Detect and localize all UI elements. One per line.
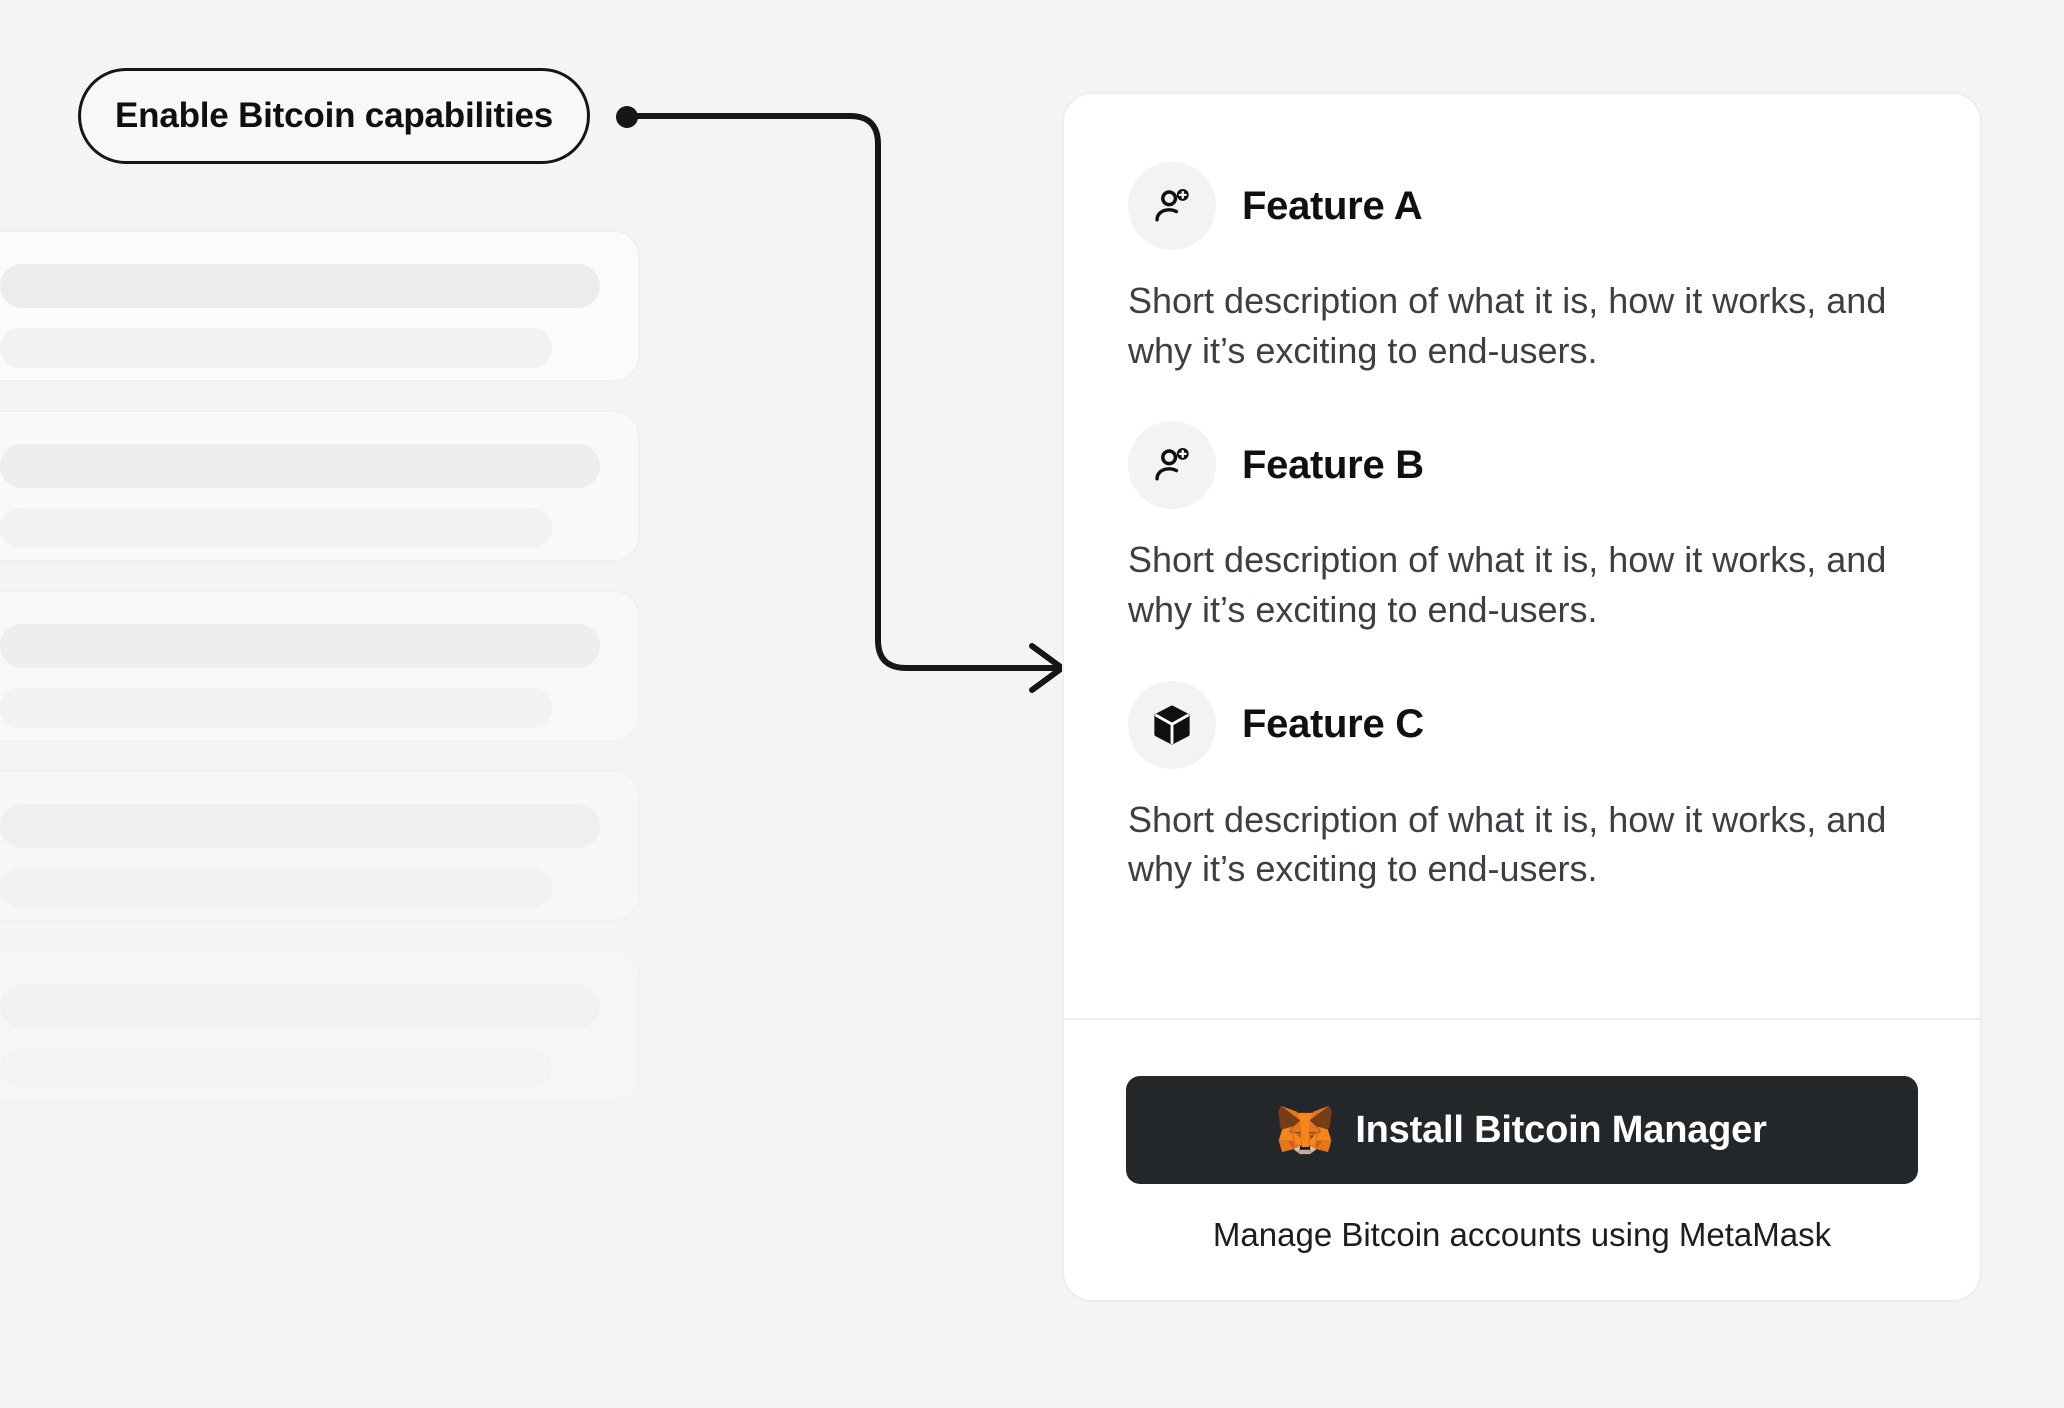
placeholder-line: [0, 444, 600, 488]
feature-title: Feature B: [1242, 442, 1424, 487]
feature-header: [1128, 681, 1916, 769]
placeholder-line: [0, 804, 600, 848]
metamask-fox-icon: [1277, 1104, 1333, 1156]
placeholder-line: [0, 264, 600, 308]
placeholder-card: [0, 770, 640, 922]
placeholder-line: [0, 984, 600, 1028]
placeholder-card: [0, 410, 640, 562]
placeholder-line: [0, 1048, 552, 1088]
account-add-icon: [1128, 421, 1216, 509]
connector-arrow: [600, 80, 1100, 720]
feature-title: Feature C: [1242, 702, 1424, 747]
feature-description: Short description of what it is, how it works, and why it’s exciting to end-users.: [1128, 539, 1887, 631]
feature-list: [1064, 94, 1980, 1000]
cube-icon: [1128, 681, 1216, 769]
background-placeholder-list: [0, 230, 640, 1130]
annotation-label: Enable Bitcoin capabilities: [115, 96, 554, 135]
placeholder-line: [0, 868, 552, 908]
placeholder-card: [0, 230, 640, 382]
placeholder-line: [0, 688, 552, 728]
feature-item: [1128, 421, 1916, 634]
placeholder-card: [0, 950, 640, 1102]
feature-description: Short description of what it is, how it works, and why it’s exciting to end-users.: [1128, 280, 1887, 371]
annotation-callout: [78, 68, 590, 164]
feature-title: Feature A: [1242, 183, 1423, 228]
feature-header: [1128, 162, 1916, 250]
install-button-label: Install Bitcoin Manager: [1355, 1108, 1767, 1151]
feature-description: Short description of what it is, how it works, and why it’s exciting to end-users.: [1128, 798, 1887, 890]
panel-footer: [1064, 1020, 1980, 1300]
account-add-icon: [1128, 162, 1216, 250]
placeholder-card: [0, 590, 640, 742]
placeholder-line: [0, 508, 552, 548]
install-bitcoin-manager-button[interactable]: [1126, 1076, 1918, 1184]
feature-panel: [1062, 92, 1982, 1302]
annotation-anchor-dot: [616, 106, 638, 128]
placeholder-line: [0, 624, 600, 668]
feature-item: [1128, 681, 1916, 894]
feature-item: [1128, 162, 1916, 375]
footer-note: Manage Bitcoin accounts using MetaMask: [1212, 1216, 1832, 1253]
feature-header: [1128, 421, 1916, 509]
placeholder-line: [0, 328, 552, 368]
